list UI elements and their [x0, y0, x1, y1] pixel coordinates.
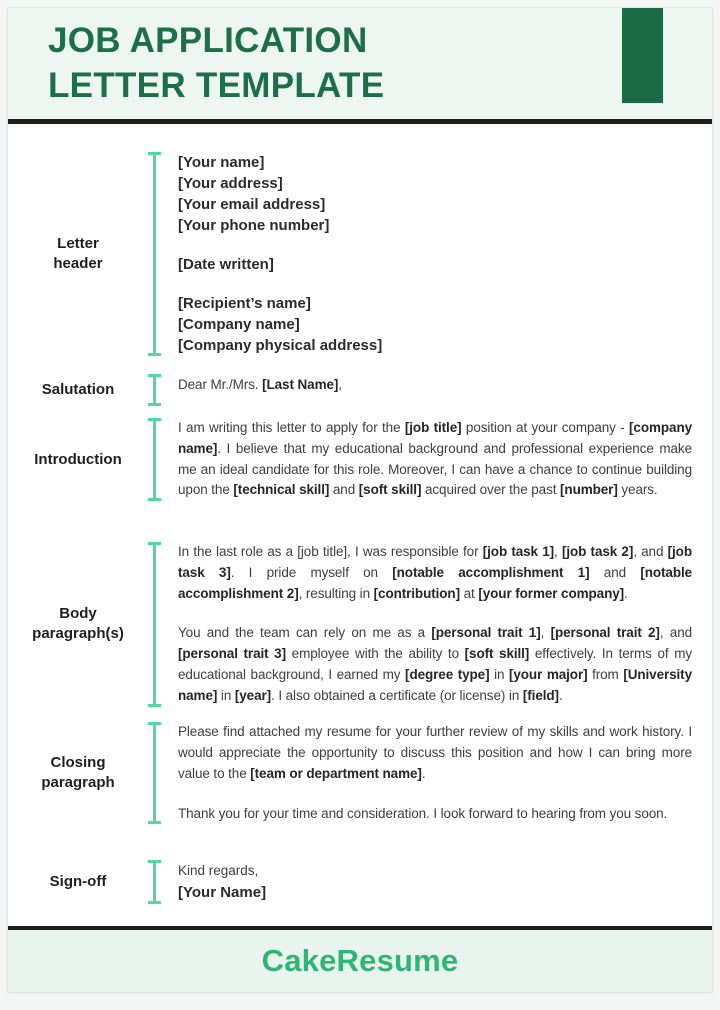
spacer — [178, 784, 692, 803]
salutation-content — [172, 374, 712, 406]
closing-content — [172, 722, 712, 824]
body-bracket-icon — [148, 542, 161, 707]
introduction-content — [172, 418, 712, 501]
sender-phone-line: [Your phone number] — [178, 217, 330, 234]
signoff-content — [172, 860, 712, 904]
body-paragraph-1: In the last role as a [job title], I was responsible for [job task 1], [job task 2], and [job task 3]. I pride myself on [notable accomplishment 1] and [notable accomplishment 2], resulting in [contribution] at [your former company]. — [178, 544, 693, 601]
closing-thank-you-line: Thank you for your time and consideration. I look forward to hearing from you soon. — [178, 806, 668, 822]
body-bracket-cell — [148, 542, 172, 707]
signoff-bracket-cell — [148, 860, 172, 904]
salutation-bracket-icon — [148, 374, 161, 406]
letter-header-label-cell — [8, 152, 148, 356]
signoff-label-cell — [8, 860, 148, 904]
sender-email-line: [Your email address] — [178, 196, 326, 213]
introduction-paragraph: I am writing this letter to apply for the [job title] position at your company - [company name]. I believe that my educational background and professional experience make me an ideal candidate for this role. Moreover, I can have a chance to continue building upon the [technical skill] and [soft skill] acquired over the past [number] years. — [178, 420, 692, 498]
sign-off-bracket-icon — [148, 860, 161, 904]
sign-off-label: Sign-off — [49, 873, 107, 890]
closing-bracket-cell — [148, 722, 172, 824]
section-sign-off — [8, 860, 712, 904]
salutation-bracket-cell — [148, 374, 172, 406]
introduction-label-cell — [8, 418, 148, 501]
template-header — [8, 8, 712, 119]
page-title — [48, 18, 384, 108]
company-name-line: [Company name] — [178, 316, 300, 333]
spacer — [178, 604, 692, 623]
header-divider — [8, 119, 712, 124]
introduction-bracket-cell — [148, 418, 172, 501]
template-card — [8, 8, 712, 992]
salutation-line: Dear Mr./Mrs. [Last Name], — [178, 377, 342, 392]
section-introduction — [8, 418, 712, 501]
salutation-label-cell — [8, 374, 148, 406]
sender-address-line: [Your address] — [178, 175, 283, 192]
title-accent-bar — [622, 8, 663, 103]
introduction-label: Introduction — [34, 450, 122, 468]
page-title-line2: LETTER TEMPLATE — [48, 66, 385, 105]
closing-bracket-icon — [148, 722, 161, 824]
sender-name-line: [Your name] — [178, 154, 265, 171]
introduction-bracket-icon — [148, 418, 161, 501]
letter-header-bracket-cell — [148, 152, 172, 356]
recipient-name-line: [Recipient’s name] — [178, 295, 311, 312]
letter-header-label: Letter header — [53, 235, 103, 272]
sign-off-name-line: [Your Name] — [178, 884, 267, 901]
closing-paragraph-label: Closing paragraph — [41, 754, 115, 792]
date-written-line: [Date written] — [178, 256, 274, 273]
section-letter-header — [8, 152, 712, 356]
company-address-line: [Company physical address] — [178, 337, 383, 354]
section-salutation — [8, 374, 712, 406]
cakeresume-logo: CakeResume — [261, 943, 459, 978]
page-title-line1: JOB APPLICATION — [48, 21, 368, 60]
section-closing-paragraph — [8, 722, 712, 824]
body-label-cell — [8, 542, 148, 707]
letter-header-bracket-icon — [148, 152, 161, 356]
body-paragraphs-label: Body paragraph(s) — [32, 605, 124, 643]
template-footer — [8, 930, 712, 992]
spacer — [178, 236, 692, 254]
salutation-label: Salutation — [41, 381, 115, 398]
sign-off-regards-line: Kind regards, — [178, 863, 259, 878]
body-paragraph-2: You and the team can rely on me as a [personal trait 1], [personal trait 2], and [personal trait 3] employee with the ability to [soft skill] effectively. In terms of my educational background, I earned my [degree type] in [your major] from [University name] in [year]. I also obtained a certificate (or license) in [field]. — [178, 625, 693, 703]
closing-label-cell — [8, 722, 148, 824]
section-body-paragraphs — [8, 542, 712, 707]
closing-paragraph-1: Please find attached my resume for your further review of my skills and work history. I would appreciate the opportunity to discuss this position and how I can bring more value to the [team or department name]. — [178, 724, 692, 781]
body-content — [172, 542, 712, 707]
letter-header-content — [172, 152, 712, 356]
spacer — [178, 275, 692, 293]
